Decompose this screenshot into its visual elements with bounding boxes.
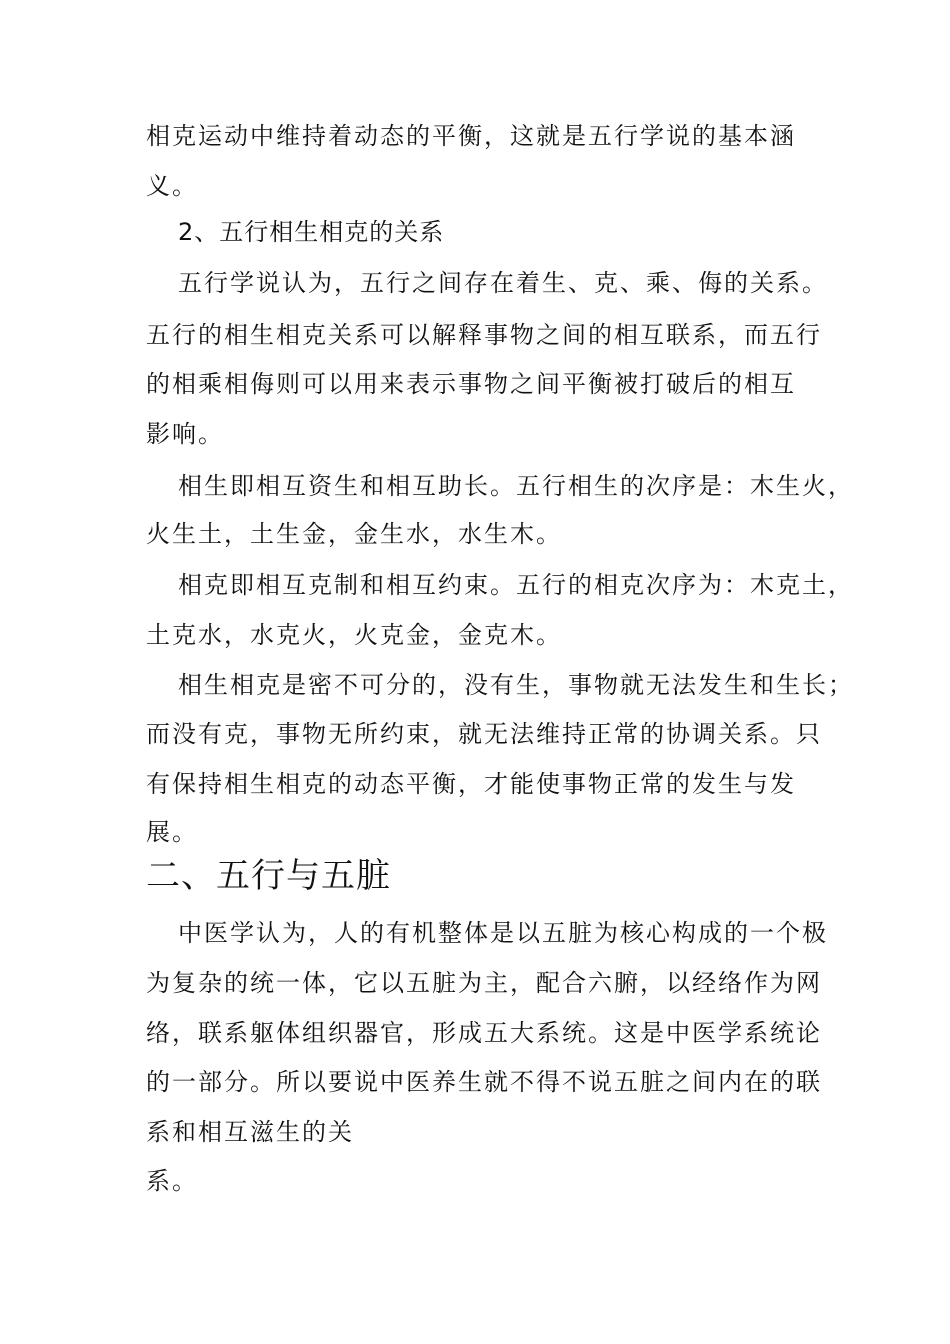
paragraph-line: 络，联系躯体组织器官，形成五大系统。这是中医学系统论 (146, 1019, 822, 1047)
section-heading: 二、五行与五脏 (146, 856, 391, 896)
paragraph-line: 五行学说认为，五行之间存在着生、克、乘、侮的关系。 (178, 269, 828, 297)
paragraph-line: 有保持相生相克的动态平衡，才能使事物正常的发生与发 (146, 770, 796, 798)
paragraph-line: 相克运动中维持着动态的平衡，这就是五行学说的基本涵 (146, 122, 796, 150)
paragraph-line: 影响。 (146, 420, 224, 448)
paragraph-line: 相生相克是密不可分的，没有生，事物就无法发生和生长； (178, 671, 854, 699)
paragraph-line: 中医学认为，人的有机整体是以五脏为核心构成的一个极 (178, 919, 828, 947)
paragraph-line: 相生即相互资生和相互助长。五行相生的次序是：木生火， (178, 472, 854, 500)
paragraph-line: 的相乘相侮则可以用来表示事物之间平衡被打破后的相互 (146, 370, 796, 398)
paragraph-line: 火生土，土生金，金生水，水生木。 (146, 520, 562, 548)
paragraph-line: 相克即相互克制和相互约束。五行的相克次序为：木克土， (178, 571, 854, 599)
paragraph-line: 为复杂的统一体，它以五脏为主，配合六腑，以经络作为网 (146, 969, 822, 997)
paragraph-line: 义。 (146, 172, 198, 200)
paragraph-line: 土克水，水克火，火克金，金克木。 (146, 621, 562, 649)
paragraph-line: 展。 (146, 818, 198, 846)
section-subheading: 2、五行相生相克的关系 (178, 218, 445, 246)
paragraph-line: 系和相互滋生的关 (146, 1118, 354, 1146)
paragraph-line: 而没有克，事物无所约束，就无法维持正常的协调关系。只 (146, 720, 822, 748)
paragraph-line: 的一部分。所以要说中医养生就不得不说五脏之间内在的联 (146, 1068, 822, 1096)
paragraph-line: 系。 (146, 1167, 198, 1195)
paragraph-line: 五行的相生相克关系可以解释事物之间的相互联系，而五行 (146, 321, 822, 349)
